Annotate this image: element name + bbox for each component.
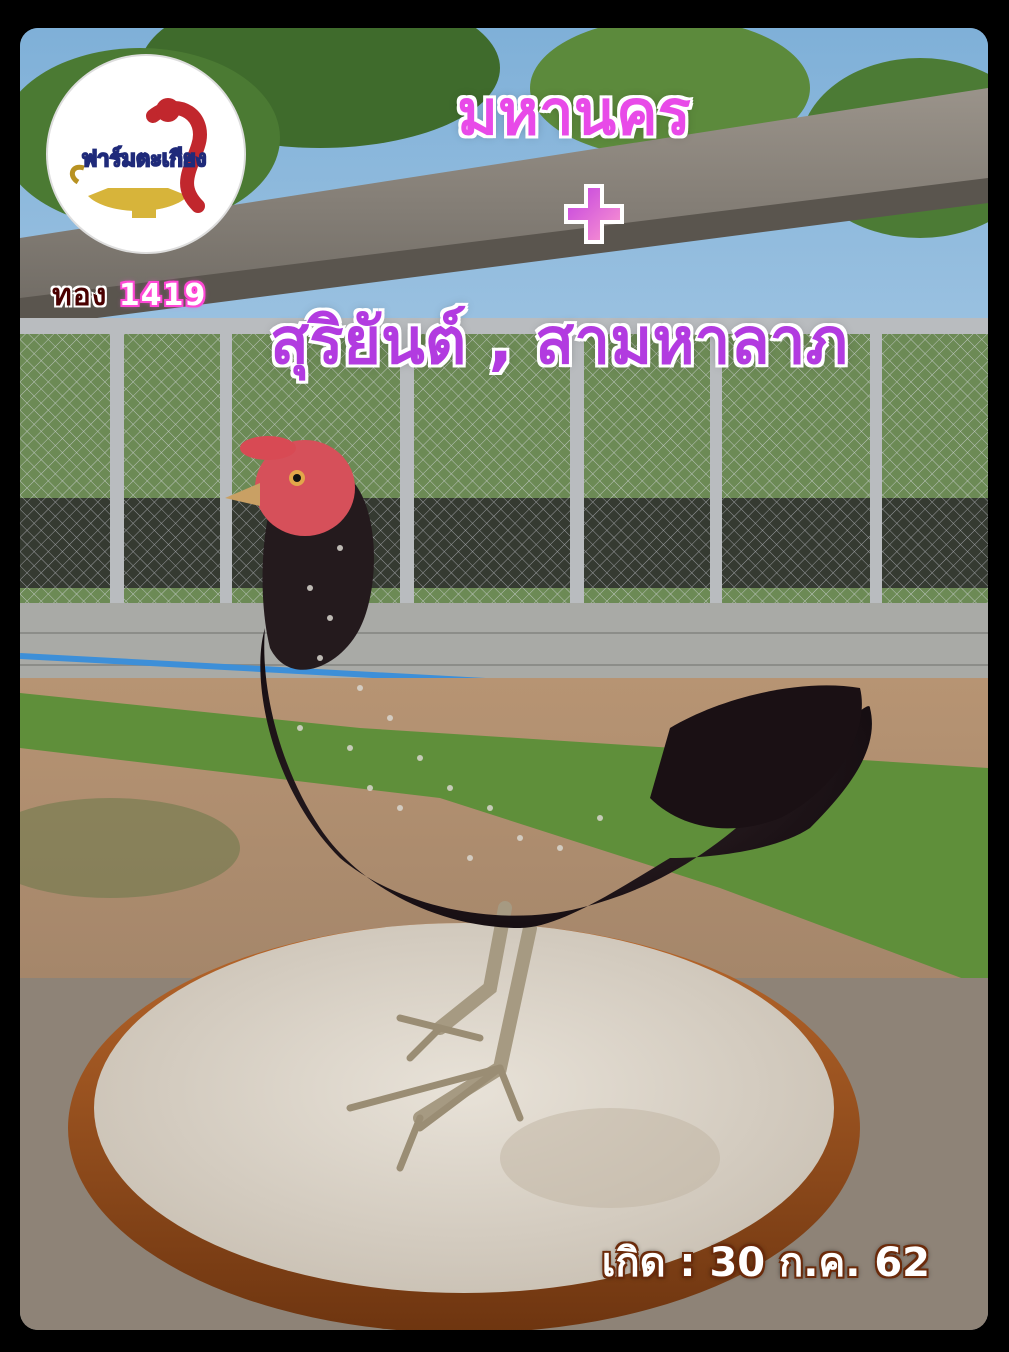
birth-date <box>602 1230 930 1294</box>
sire-name: มหานคร <box>457 76 691 149</box>
birth-date-value: 30 ก.ค. 62 <box>709 1240 930 1286</box>
birth-separator: : <box>679 1240 696 1286</box>
photo-frame <box>20 28 988 1330</box>
ring-prefix: ทอง <box>52 278 108 313</box>
ring-number-label <box>52 272 206 319</box>
logo-brand-text: ฟาร์มตะเกียง <box>81 146 207 171</box>
birth-label: เกิด <box>601 1240 666 1286</box>
plus-icon <box>562 182 626 246</box>
dam-names: สุริยันต์ , สามหาลาภ <box>270 305 848 379</box>
ring-number: 1419 <box>118 278 207 313</box>
